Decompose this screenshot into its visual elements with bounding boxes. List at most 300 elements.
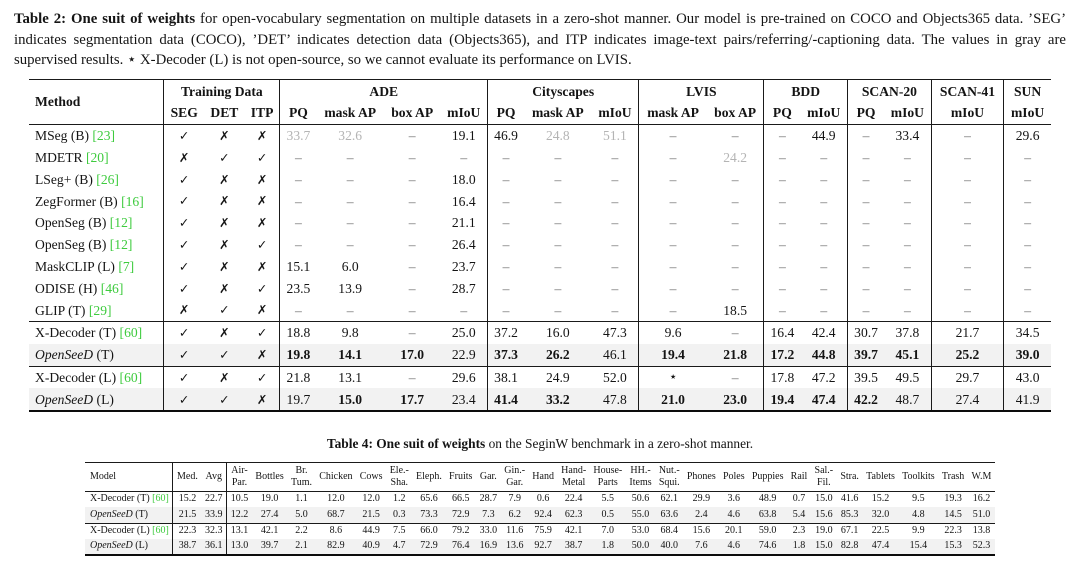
value-cell: 15.2 <box>871 493 890 505</box>
table2-row <box>29 190 1051 212</box>
model-name: (T) <box>132 508 149 520</box>
column-header-med: Med. <box>173 463 202 492</box>
value-cell: 48.7 <box>895 391 920 407</box>
column-subheader: mIoU <box>807 105 841 121</box>
value-cell: – <box>488 299 525 321</box>
value-cell: – <box>554 259 562 274</box>
value-cell: – <box>280 168 317 190</box>
value-cell: 0.3 <box>393 508 406 520</box>
citation-ref[interactable]: [60] <box>116 370 143 386</box>
value-cell: – <box>903 215 911 231</box>
model-name: ZegFormer (B) <box>35 193 118 209</box>
value-cell: 39.7 <box>848 344 885 366</box>
value-cell: 4.7 <box>393 540 406 552</box>
value-cell: 52.0 <box>603 370 627 386</box>
value-cell: 82.8 <box>840 540 859 552</box>
value-cell: 33.4 <box>895 128 920 144</box>
value-cell: 29.7 <box>931 366 1003 388</box>
citation-ref[interactable]: [7] <box>114 259 135 274</box>
value-cell: – <box>346 237 354 253</box>
value-cell: 28.7 <box>479 493 498 505</box>
value-cell: – <box>731 280 739 296</box>
value-cell: 33.7 <box>280 124 317 146</box>
method-cell <box>85 523 173 539</box>
citation-ref[interactable]: [60] <box>116 325 143 341</box>
value-cell: 7.5 <box>393 525 406 537</box>
value-cell: 19.0 <box>815 525 833 537</box>
column-subheader: mIoU <box>931 102 1003 124</box>
value-cell: – <box>611 171 619 187</box>
value-cell: – <box>903 259 911 274</box>
citation-ref[interactable]: [23] <box>89 128 116 144</box>
column-subheader: box AP <box>391 105 434 121</box>
column-header-dataset: Chicken <box>319 470 353 482</box>
value-cell: 66.5 <box>451 493 470 505</box>
table2-row <box>29 147 1051 169</box>
value-cell: 7.6 <box>695 540 708 552</box>
method-cell <box>29 234 164 256</box>
value-cell: 15.0 <box>815 540 833 552</box>
value-cell: 4.8 <box>912 508 925 520</box>
value-cell: – <box>639 190 707 212</box>
value-cell: – <box>554 302 562 318</box>
value-cell: 39.0 <box>1004 344 1051 366</box>
value-cell: 25.0 <box>451 325 476 341</box>
method-cell <box>29 388 164 411</box>
value-cell: 2.3 <box>792 525 806 537</box>
value-cell: 51.1 <box>603 128 627 144</box>
value-cell: – <box>611 215 619 231</box>
value-cell: – <box>346 171 354 187</box>
value-cell: 15.2 <box>173 492 202 508</box>
model-name: LSeg+ (B) <box>35 171 93 187</box>
value-cell: 47.4 <box>811 391 836 407</box>
value-cell: 42.1 <box>260 525 279 537</box>
value-cell: 63.8 <box>758 508 777 520</box>
column-header-avg: Avg <box>205 470 223 482</box>
training-flag-cell: ✗ <box>219 280 230 296</box>
value-cell: – <box>639 256 707 278</box>
training-flag-cell: ✓ <box>256 149 268 165</box>
value-cell: – <box>639 147 707 169</box>
value-cell: 62.3 <box>564 508 583 520</box>
table2-row <box>29 277 1051 299</box>
value-cell: – <box>931 168 1003 190</box>
value-cell: – <box>554 193 562 209</box>
column-header-dataset: Fruits <box>449 470 473 482</box>
value-cell: 47.3 <box>603 325 627 341</box>
model-name: (L) <box>132 540 149 552</box>
training-flag-cell: ✗ <box>219 258 230 274</box>
value-cell: 21.5 <box>362 508 380 520</box>
training-flag-cell: ✓ <box>256 369 268 385</box>
value-cell: 40.0 <box>660 540 678 552</box>
value-cell: – <box>611 302 619 318</box>
value-cell: 32.0 <box>871 508 890 520</box>
value-cell: 76.4 <box>451 540 470 552</box>
value-cell: – <box>903 149 911 165</box>
value-cell: – <box>848 256 885 278</box>
value-cell: 44.9 <box>811 128 836 144</box>
value-cell: – <box>611 280 619 296</box>
value-cell: 38.1 <box>488 366 525 388</box>
column-group-header: BDD <box>764 80 848 102</box>
table4-body <box>85 492 995 556</box>
value-cell: 2.1 <box>295 540 308 552</box>
value-cell: 40.9 <box>362 540 380 552</box>
value-cell: – <box>280 147 317 169</box>
column-header-dataset: Gin.- Gar. <box>504 464 526 489</box>
training-flag-cell: ✓ <box>164 234 204 256</box>
table4-caption-bold: Table 4: One suit of weights <box>326 436 486 452</box>
value-cell: – <box>731 370 739 386</box>
method-cell <box>29 212 164 234</box>
value-cell: – <box>764 256 801 278</box>
value-cell: – <box>639 234 707 256</box>
value-cell: – <box>488 256 525 278</box>
training-flag-cell: ✓ <box>256 280 268 296</box>
value-cell: 47.2 <box>811 370 836 386</box>
value-cell: 52.3 <box>972 540 991 552</box>
value-cell: 51.0 <box>972 508 991 520</box>
value-cell: – <box>346 149 354 165</box>
table4-row <box>85 523 995 539</box>
value-cell: – <box>1004 277 1051 299</box>
training-flag-cell: ✗ <box>256 193 268 209</box>
value-cell: – <box>931 212 1003 234</box>
value-cell: 27.4 <box>931 388 1003 411</box>
value-cell: 0.7 <box>792 493 806 505</box>
value-cell: 47.4 <box>871 540 890 552</box>
value-cell: 15.3 <box>944 540 962 552</box>
value-cell: – <box>639 277 707 299</box>
column-header-model: Model <box>89 470 117 482</box>
value-cell: 44.8 <box>811 347 836 363</box>
value-cell: – <box>731 237 739 253</box>
training-flag-cell: ✓ <box>256 325 268 341</box>
value-cell: – <box>346 302 354 318</box>
method-cell <box>29 124 164 146</box>
training-flag-cell: ✓ <box>164 366 204 388</box>
value-cell: 22.5 <box>871 525 890 537</box>
column-header-dataset: Ele.- Sha. <box>389 464 409 489</box>
value-cell: – <box>903 280 911 296</box>
citation-ref[interactable]: [46] <box>97 280 124 296</box>
value-cell: 34.5 <box>1004 322 1051 344</box>
value-cell: 19.0 <box>260 493 279 505</box>
value-cell: – <box>280 299 317 321</box>
column-header-dataset: Nut.- Squi. <box>658 464 680 489</box>
value-cell: 17.2 <box>764 344 801 366</box>
model-name: (L) <box>93 391 114 407</box>
value-cell: 15.0 <box>815 493 833 505</box>
value-cell: – <box>488 168 525 190</box>
value-cell: – <box>408 237 416 253</box>
value-cell: – <box>280 234 317 256</box>
table2-caption-bold: Table 2: One suit of weights <box>14 11 196 27</box>
value-cell: – <box>820 259 828 274</box>
value-cell: 12.2 <box>227 507 252 523</box>
value-cell: 15.1 <box>280 256 317 278</box>
table4-row <box>85 507 995 523</box>
citation-ref[interactable]: [26] <box>92 171 119 187</box>
training-flag-cell: ✗ <box>219 236 230 252</box>
training-flag-cell: ✗ <box>256 127 268 143</box>
value-cell: 24.9 <box>545 370 570 386</box>
value-cell: 8.6 <box>329 525 343 537</box>
value-cell: 15.0 <box>338 391 363 407</box>
table2-row <box>29 344 1051 366</box>
value-cell: 46.1 <box>603 347 627 363</box>
value-cell: 16.9 <box>479 540 498 552</box>
column-subheader: PQ <box>848 102 885 124</box>
model-name: GLIP (T) <box>35 302 86 318</box>
table2-row <box>29 256 1051 278</box>
method-cell <box>85 492 173 508</box>
citation-ref[interactable]: [12] <box>106 237 133 253</box>
value-cell: – <box>1004 212 1051 234</box>
model-name: X-Decoder (T) <box>35 325 117 341</box>
column-header-dataset: Gar. <box>479 470 497 482</box>
value-cell: – <box>764 212 801 234</box>
table4-row <box>85 539 995 555</box>
column-group-header: Training Data <box>164 80 280 102</box>
table2-head <box>29 80 1051 125</box>
value-cell: 28.7 <box>451 280 476 296</box>
value-cell: – <box>931 147 1003 169</box>
value-cell: – <box>731 171 739 187</box>
training-flag-cell: ✗ <box>219 369 230 385</box>
value-cell: – <box>731 259 739 274</box>
value-cell: 29.9 <box>692 493 711 505</box>
value-cell: – <box>460 302 468 318</box>
method-cell <box>29 147 164 169</box>
value-cell: 42.2 <box>848 388 885 411</box>
value-cell: 12.0 <box>327 493 345 505</box>
training-flag-cell: ✓ <box>219 391 230 407</box>
column-header-method: Method <box>35 94 81 110</box>
value-cell: 45.1 <box>895 347 920 363</box>
value-cell: 6.2 <box>508 508 521 520</box>
value-cell: 26.4 <box>451 237 476 253</box>
column-header-dataset: W.M <box>971 470 992 482</box>
value-cell: 50.0 <box>631 540 650 552</box>
training-flag-cell: ✗ <box>219 215 230 231</box>
value-cell: – <box>408 193 416 209</box>
value-cell: 17.8 <box>764 366 801 388</box>
citation-ref[interactable]: [29] <box>85 302 112 318</box>
value-cell: – <box>1004 256 1051 278</box>
value-cell: – <box>764 124 801 146</box>
value-cell: – <box>848 147 885 169</box>
table4-header-row <box>85 463 995 492</box>
value-cell: 3.6 <box>727 493 741 505</box>
value-cell: – <box>611 237 619 253</box>
value-cell: 25.2 <box>931 344 1003 366</box>
value-cell: – <box>488 234 525 256</box>
value-cell: 23.4 <box>451 391 476 407</box>
value-cell: 16.0 <box>545 325 570 341</box>
value-cell: 15.4 <box>909 540 928 552</box>
value-cell: – <box>731 128 739 144</box>
citation-ref[interactable]: [16] <box>117 193 144 209</box>
value-cell: 72.9 <box>420 540 438 552</box>
model-name: OpenSeg (B) <box>35 237 107 253</box>
value-cell: – <box>820 215 828 231</box>
method-cell <box>29 299 164 321</box>
value-cell: 73.3 <box>420 508 438 520</box>
value-cell: 0.5 <box>601 508 615 520</box>
value-cell: – <box>1004 190 1051 212</box>
method-cell <box>29 256 164 278</box>
column-header-dataset: Bottles <box>255 470 284 482</box>
value-cell: – <box>408 302 416 318</box>
value-cell: 16.4 <box>764 322 801 344</box>
training-flag-cell: ✗ <box>164 147 204 169</box>
column-group-header: SUN <box>1004 80 1051 102</box>
table2-header-row-groups <box>29 80 1051 102</box>
value-cell: – <box>488 190 525 212</box>
value-cell: 36.1 <box>205 540 223 552</box>
value-cell: – <box>820 237 828 253</box>
value-cell: – <box>1004 147 1051 169</box>
column-header-dataset: Poles <box>722 470 745 482</box>
column-header-dataset: Eleph. <box>416 470 442 482</box>
value-cell: 32.6 <box>338 128 363 144</box>
column-header-dataset: Hand- Metal <box>561 464 587 489</box>
value-cell: 55.0 <box>631 508 650 520</box>
value-cell: 33.9 <box>205 508 223 520</box>
value-cell: ⋆ <box>639 366 707 388</box>
value-cell: 63.6 <box>660 508 678 520</box>
value-cell: 1.8 <box>792 540 806 552</box>
value-cell: 20.1 <box>725 525 743 537</box>
training-flag-cell: ✓ <box>219 149 230 165</box>
training-flag-cell: ✗ <box>256 171 268 187</box>
column-group-header: LVIS <box>639 80 764 102</box>
training-flag-cell: ✗ <box>256 347 268 363</box>
value-cell: 41.4 <box>488 388 525 411</box>
value-cell: 42.1 <box>564 525 583 537</box>
value-cell: – <box>346 215 354 231</box>
value-cell: 22.4 <box>564 493 583 505</box>
value-cell: – <box>280 212 317 234</box>
value-cell: 18.5 <box>723 302 748 318</box>
method-cell <box>29 190 164 212</box>
value-cell: – <box>931 299 1003 321</box>
value-cell: 44.9 <box>362 525 380 537</box>
value-cell: 72.9 <box>451 508 470 520</box>
table2-row <box>29 322 1051 344</box>
citation-ref[interactable]: [60] <box>149 493 169 505</box>
table2-header-row-subs <box>29 102 1051 124</box>
column-header-dataset: Cows <box>359 470 383 482</box>
value-cell: – <box>408 370 416 386</box>
column-subheader: mask AP <box>324 105 377 121</box>
value-cell: 13.1 <box>227 523 252 539</box>
value-cell: 19.1 <box>451 128 476 144</box>
value-cell: 29.6 <box>1004 124 1051 146</box>
method-cell <box>29 344 164 366</box>
value-cell: 16.4 <box>451 193 476 209</box>
column-subheader: DET <box>210 105 239 121</box>
column-header-dataset: Hand <box>532 470 554 482</box>
value-cell: 85.3 <box>840 508 859 520</box>
citation-ref[interactable]: [60] <box>149 525 169 537</box>
table4-caption <box>12 436 1068 452</box>
citation-ref[interactable]: [12] <box>106 215 133 231</box>
value-cell: 18.8 <box>280 322 317 344</box>
training-flag-cell: ✓ <box>164 124 204 146</box>
value-cell: – <box>903 237 911 253</box>
value-cell: 5.5 <box>601 493 615 505</box>
value-cell: 19.7 <box>280 388 317 411</box>
value-cell: 11.6 <box>506 525 524 537</box>
value-cell: – <box>931 124 1003 146</box>
training-flag-cell: ✓ <box>164 212 204 234</box>
value-cell: – <box>848 234 885 256</box>
model-name-italic: OpenSeeD <box>35 391 94 407</box>
value-cell: – <box>554 215 562 231</box>
value-cell: 9.8 <box>341 325 359 341</box>
value-cell: – <box>820 302 828 318</box>
value-cell: 13.8 <box>972 525 991 537</box>
value-cell: – <box>611 259 619 274</box>
table2-row <box>29 124 1051 146</box>
value-cell: 9.6 <box>639 322 707 344</box>
training-flag-cell: ✗ <box>164 299 204 321</box>
value-cell: – <box>931 256 1003 278</box>
value-cell: – <box>408 128 416 144</box>
column-header-dataset: House- Parts <box>593 464 623 489</box>
value-cell: 22.3 <box>944 525 962 537</box>
table2-row <box>29 388 1051 411</box>
table4-caption-text: on the SeginW benchmark in a zero-shot manner. <box>485 436 754 452</box>
column-header-dataset: Rail <box>790 470 808 482</box>
value-cell: 30.7 <box>848 322 885 344</box>
value-cell: – <box>731 193 739 209</box>
value-cell: 37.3 <box>488 344 525 366</box>
training-flag-cell: ✗ <box>256 391 268 407</box>
value-cell: – <box>820 171 828 187</box>
value-cell: 17.0 <box>400 347 425 363</box>
value-cell: 38.7 <box>564 540 583 552</box>
value-cell: – <box>611 193 619 209</box>
value-cell: 75.9 <box>534 525 552 537</box>
value-cell: 19.3 <box>944 493 962 505</box>
value-cell: – <box>639 124 707 146</box>
table4-row <box>85 492 995 508</box>
value-cell: – <box>764 234 801 256</box>
training-flag-cell: ✗ <box>219 193 230 209</box>
value-cell: 9.9 <box>912 525 925 537</box>
citation-ref[interactable]: [20] <box>82 149 109 165</box>
table2 <box>29 79 1051 412</box>
model-name: ODISE (H) <box>35 280 98 296</box>
column-header-dataset: Air- Par. <box>227 463 252 492</box>
value-cell: 23.0 <box>723 391 748 407</box>
column-subheader: mIoU <box>1004 102 1051 124</box>
table2-caption <box>14 9 1066 71</box>
value-cell: – <box>408 171 416 187</box>
value-cell: 16.2 <box>972 493 991 505</box>
table2-caption-text: for open-vocabulary segmentation on multiple datasets in a zero-shot manner. Our model is pre-trained on COCO and Objects365 data. ’SEG’ indicates segmentation data (COCO), ’DET’ indicates detection data (Objects365), and ITP indicates image-text pairs/referring/-captioning data. The values in gray are supervised results. ⋆ X-Decoder (L) is not open-source, so we cannot evaluate its performance on LVIS. <box>14 11 1066 69</box>
value-cell: 68.7 <box>327 508 345 520</box>
value-cell: 13.0 <box>227 539 252 555</box>
method-cell <box>29 277 164 299</box>
column-header-dataset: Stra. <box>840 470 859 482</box>
column-subheader: mIoU <box>598 105 632 121</box>
